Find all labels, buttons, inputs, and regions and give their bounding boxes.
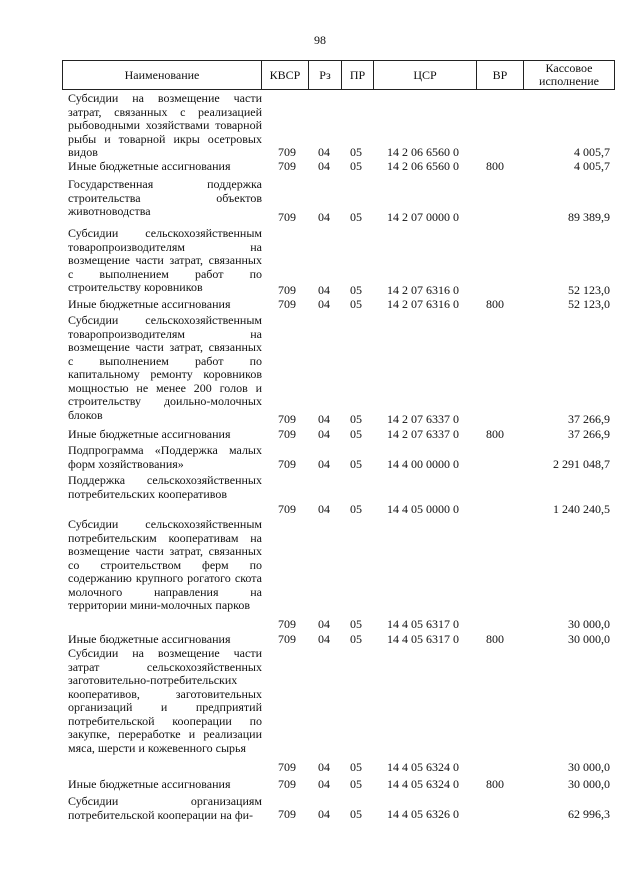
- row-name: Иные бюджетные ассигнования: [68, 777, 231, 791]
- row-csr: 14 2 06 6560 0: [387, 159, 459, 173]
- header-rz: Рз: [309, 61, 342, 89]
- row-kvsr: 709: [278, 777, 296, 791]
- row-name: Субсидии на возмещение части затрат сельскохозяйственных заготовительно-потребительских кооперативов, заготовительных организаций и предприятий потребительской кооперации по закупке, переработке и реализации мяса, шерсти и кожевенного сырья: [68, 646, 262, 755]
- row-kvsr: 709: [278, 145, 296, 159]
- row-csr: 14 4 05 6324 0: [387, 777, 459, 791]
- row-name: Государственная поддержка строительства объектов животноводства: [68, 177, 262, 218]
- row-csr: 14 4 05 6317 0: [387, 617, 459, 631]
- row-pr: 05: [350, 159, 362, 173]
- row-name: Субсидии сельскохозяйственным потребительским кооперативам на возмещение части затрат, связанных со строительством ферм по содержанию крупного рогатого скота молочного направления на территории мини-молочных парков: [68, 517, 262, 612]
- row-pr: 05: [350, 210, 362, 224]
- row-name: Подпрограмма «Поддержка малых форм хозяйствования»: [68, 443, 262, 471]
- row-rz: 04: [318, 210, 330, 224]
- row-vr: 800: [486, 159, 504, 173]
- row-vr: 800: [486, 297, 504, 311]
- header-csr: ЦСР: [374, 61, 477, 89]
- row-csr: 14 4 00 0000 0: [387, 457, 459, 471]
- row-csr: 14 4 05 6324 0: [387, 760, 459, 774]
- row-rz: 04: [318, 502, 330, 516]
- row-kvsr: 709: [278, 283, 296, 297]
- row-rz: 04: [318, 283, 330, 297]
- row-kvsr: 709: [278, 760, 296, 774]
- row-pr: 05: [350, 502, 362, 516]
- row-pr: 05: [350, 297, 362, 311]
- row-csr: 14 2 07 6316 0: [387, 283, 459, 297]
- row-kvsr: 709: [278, 632, 296, 646]
- row-kvsr: 709: [278, 210, 296, 224]
- header-kvsr: КВСР: [262, 61, 309, 89]
- row-amount: 1 240 240,5: [553, 502, 610, 516]
- row-pr: 05: [350, 427, 362, 441]
- row-name: Иные бюджетные ассигнования: [68, 632, 231, 646]
- row-amount: 4 005,7: [574, 145, 610, 159]
- row-csr: 14 4 05 6317 0: [387, 632, 459, 646]
- header-amount: Кассовое исполнение: [539, 61, 599, 88]
- row-rz: 04: [318, 617, 330, 631]
- row-kvsr: 709: [278, 412, 296, 426]
- row-rz: 04: [318, 807, 330, 821]
- row-amount: 30 000,0: [568, 617, 610, 631]
- row-rz: 04: [318, 412, 330, 426]
- row-name: Субсидии на возмещение части затрат, связанных с реализацией рыбоводными хозяйствами товарной рыбы и товарной икры осетровых видов: [68, 91, 262, 159]
- row-csr: 14 4 05 0000 0: [387, 502, 459, 516]
- row-csr: 14 2 07 6316 0: [387, 297, 459, 311]
- row-pr: 05: [350, 617, 362, 631]
- row-vr: 800: [486, 427, 504, 441]
- row-amount: 37 266,9: [568, 412, 610, 426]
- row-name: Поддержка сельскохозяйственных потребительских кооперативов: [68, 473, 262, 501]
- row-name: Иные бюджетные ассигнования: [68, 427, 231, 441]
- row-amount: 37 266,9: [568, 427, 610, 441]
- table-header: [62, 60, 615, 90]
- row-name: Субсидии сельскохозяйственным товаропроизводителям на возмещение части затрат, связанных с выполнением работ по капитальному ремонту коровников мощностью не менее 200 голов и строительству доильно-молочных блоков: [68, 313, 262, 422]
- row-csr: 14 2 07 6337 0: [387, 412, 459, 426]
- row-vr: 800: [486, 632, 504, 646]
- row-pr: 05: [350, 145, 362, 159]
- row-amount: 89 389,9: [568, 210, 610, 224]
- row-csr: 14 2 07 0000 0: [387, 210, 459, 224]
- row-pr: 05: [350, 807, 362, 821]
- row-amount: 30 000,0: [568, 632, 610, 646]
- header-vr: ВР: [477, 61, 524, 89]
- row-kvsr: 709: [278, 617, 296, 631]
- page-number: 98: [314, 33, 326, 47]
- row-amount: 30 000,0: [568, 760, 610, 774]
- row-csr: 14 2 07 6337 0: [387, 427, 459, 441]
- row-amount: 52 123,0: [568, 283, 610, 297]
- row-amount: 4 005,7: [574, 159, 610, 173]
- row-pr: 05: [350, 777, 362, 791]
- row-rz: 04: [318, 297, 330, 311]
- row-pr: 05: [350, 283, 362, 297]
- row-name: Иные бюджетные ассигнования: [68, 297, 231, 311]
- row-name: Субсидии организациям потребительской кооперации на фи-: [68, 794, 262, 822]
- row-name: Субсидии сельскохозяйственным товаропроизводителям на возмещение части затрат, связанных с выполнением работ по строительству коровников: [68, 226, 262, 294]
- row-csr: 14 2 06 6560 0: [387, 145, 459, 159]
- row-pr: 05: [350, 412, 362, 426]
- row-amount: 30 000,0: [568, 777, 610, 791]
- header-pr: ПР: [342, 61, 374, 89]
- row-rz: 04: [318, 760, 330, 774]
- row-rz: 04: [318, 777, 330, 791]
- row-kvsr: 709: [278, 502, 296, 516]
- row-pr: 05: [350, 457, 362, 471]
- row-amount: 2 291 048,7: [553, 457, 610, 471]
- header-name: Наименование: [63, 61, 262, 89]
- row-kvsr: 709: [278, 297, 296, 311]
- row-csr: 14 4 05 6326 0: [387, 807, 459, 821]
- row-amount: 62 996,3: [568, 807, 610, 821]
- row-rz: 04: [318, 632, 330, 646]
- row-rz: 04: [318, 145, 330, 159]
- row-vr: 800: [486, 777, 504, 791]
- row-kvsr: 709: [278, 807, 296, 821]
- row-pr: 05: [350, 632, 362, 646]
- row-kvsr: 709: [278, 159, 296, 173]
- row-pr: 05: [350, 760, 362, 774]
- row-rz: 04: [318, 427, 330, 441]
- row-rz: 04: [318, 159, 330, 173]
- row-amount: 52 123,0: [568, 297, 610, 311]
- row-kvsr: 709: [278, 427, 296, 441]
- row-rz: 04: [318, 457, 330, 471]
- row-kvsr: 709: [278, 457, 296, 471]
- row-name: Иные бюджетные ассигнования: [68, 159, 231, 173]
